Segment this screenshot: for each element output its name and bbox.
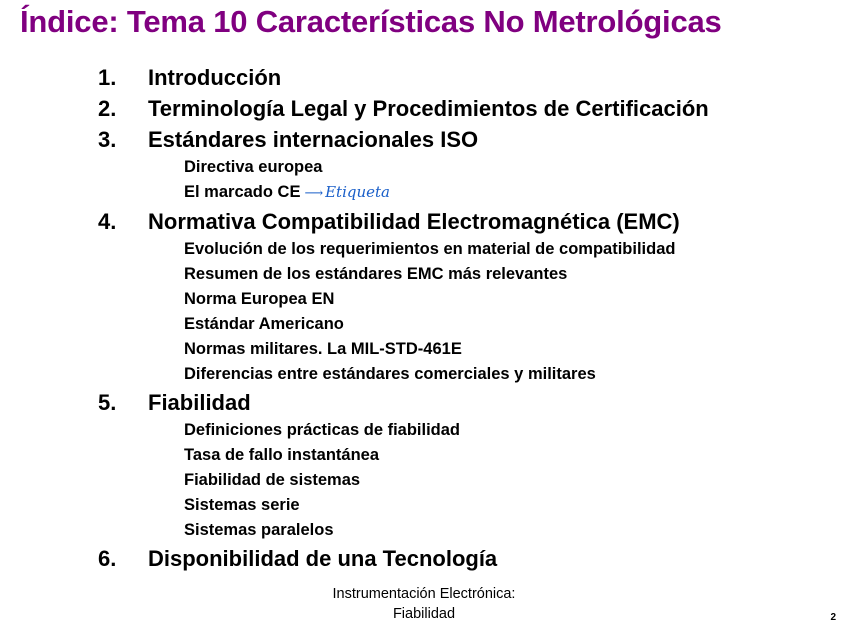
toc-subitem-marcado-ce: [184, 180, 818, 206]
toc-subitem: Fiabilidad de sistemas: [184, 471, 361, 489]
toc-item-introduccion: [98, 62, 818, 93]
toc-item-number: 1.: [98, 65, 117, 90]
toc-subitem: Estándar Americano: [184, 315, 344, 333]
toc-subitem: Sistemas serie: [184, 496, 300, 514]
toc-sublist: [98, 418, 818, 543]
toc-item-fiabilidad: [98, 387, 818, 543]
toc-item-label: Normativa Compatibilidad Electromagnética (EMC): [148, 209, 680, 234]
toc-item-number: 6.: [98, 546, 117, 571]
toc-item-label: Introducción: [148, 65, 282, 90]
toc-subitem: Directiva europea: [184, 158, 323, 176]
arrow-right-icon: ⟶: [304, 186, 324, 201]
slide-title: Índice: Tema 10 Características No Metrológicas: [20, 4, 722, 39]
footer-line: Fiabilidad: [392, 606, 456, 622]
toc-item-label: Fiabilidad: [148, 390, 251, 415]
toc-sublist: [98, 155, 818, 206]
handwritten-annotation: [304, 180, 390, 206]
toc-subitem: Normas militares. La MIL-STD-461E: [184, 340, 462, 358]
page-number: 2: [830, 612, 836, 623]
toc-item-label: Terminología Legal y Procedimientos de Certificación: [148, 96, 709, 121]
table-of-contents: [98, 62, 818, 574]
toc-subitem: Diferencias entre estándares comerciales y militares: [184, 365, 596, 383]
toc-item-estandares-iso: [98, 124, 818, 206]
toc-subitem: Tasa de fallo instantánea: [184, 446, 380, 464]
toc-subitem: Sistemas paralelos: [184, 521, 334, 539]
footer-line: Instrumentación Electrónica:: [332, 586, 516, 602]
toc-subitem-label: El marcado CE: [184, 183, 301, 201]
slide-footer: [280, 584, 568, 624]
toc-item-number: 4.: [98, 209, 117, 234]
toc-subitem: Evolución de los requerimientos en material de compatibilidad: [184, 240, 676, 258]
toc-subitem: Definiciones prácticas de fiabilidad: [184, 421, 460, 439]
toc-item-disponibilidad: [98, 543, 818, 574]
toc-item-number: 3.: [98, 127, 117, 152]
toc-subitem: Norma Europea EN: [184, 290, 335, 308]
annotation-text: Etiqueta: [325, 183, 390, 201]
toc-item-number: 5.: [98, 390, 117, 415]
toc-subitem: Resumen de los estándares EMC más relevantes: [184, 265, 568, 283]
toc-item-terminologia: [98, 93, 818, 124]
toc-item-label: Disponibilidad de una Tecnología: [148, 546, 498, 571]
toc-item-number: 2.: [98, 96, 117, 121]
toc-item-normativa-emc: [98, 206, 818, 387]
toc-sublist: [98, 237, 818, 387]
toc-item-label: Estándares internacionales ISO: [148, 127, 479, 152]
